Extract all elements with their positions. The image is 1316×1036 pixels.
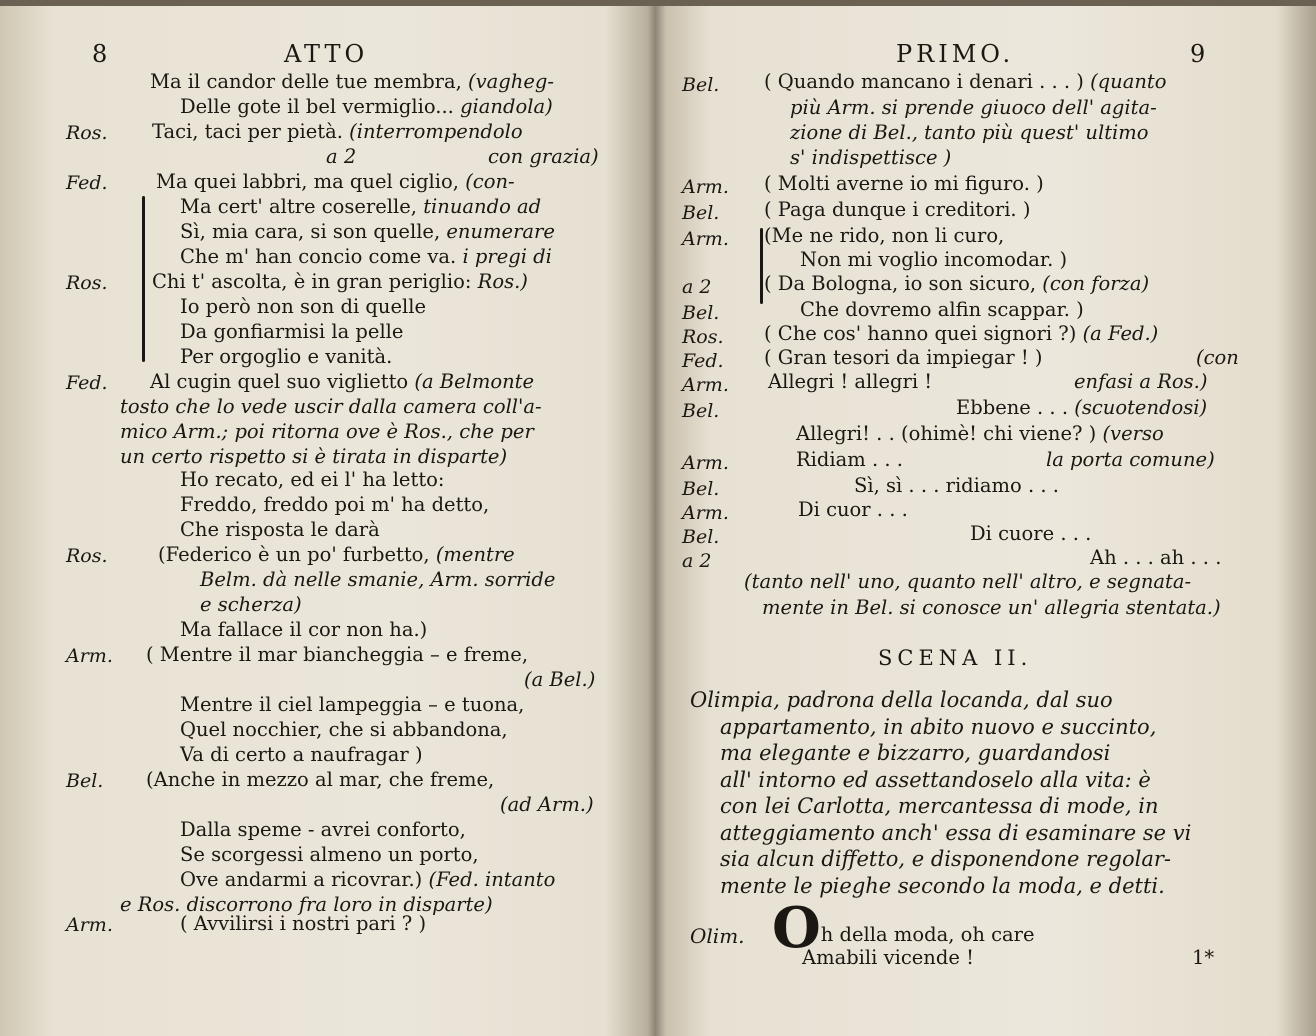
stage-direction: un certo rispetto si è tirata in disparte) <box>120 445 508 468</box>
stage-direction: (quanto <box>1090 70 1167 93</box>
verse-text: Che risposta le darà <box>180 518 380 541</box>
stage-direction: la porta comune) <box>1046 448 1215 471</box>
verse-line <box>1090 546 1221 570</box>
stage-direction: (con- <box>465 170 515 193</box>
verse-line <box>146 768 494 792</box>
stage-direction: Belm. dà nelle smanie, Arm. sorride <box>200 568 556 591</box>
speaker-label: Fed. <box>682 350 724 372</box>
verse-line <box>796 448 903 472</box>
speaker-label: Arm. <box>682 452 729 474</box>
verse-text: Di cuore . . . <box>970 522 1092 545</box>
verse-line <box>152 270 528 294</box>
speaker-label: Bel. <box>682 302 720 324</box>
stage-direction: (ad Arm.) <box>500 793 594 816</box>
verse-line <box>764 172 1044 196</box>
speaker-label: Arm. <box>66 914 113 936</box>
verse-text: Ma fallace il cor non ha.) <box>180 618 428 641</box>
stage-direction: tosto che lo vede uscir dalla camera coll'a- <box>120 395 542 418</box>
right-page <box>660 0 1316 1036</box>
speaker-label: Ros. <box>66 545 108 567</box>
verse-line <box>180 493 489 517</box>
page-number-left: 8 <box>92 40 108 68</box>
verse-line <box>180 245 552 269</box>
verse-text: Al cugin quel suo viglietto <box>150 370 415 393</box>
speaker-label: Arm. <box>66 645 113 667</box>
scena-desc-line: atteggiamento anch' essa di esaminare se vi <box>720 820 1192 845</box>
verse-line <box>956 396 1207 420</box>
verse-line <box>970 522 1091 546</box>
verse-text: Ridiam . . . <box>796 448 903 471</box>
verse-text: Allegri! . . (ohimè! chi viene? ) <box>796 422 1103 445</box>
stage-direction: mico Arm.; poi ritorna ove è Ros., che per <box>120 420 534 443</box>
stage-direction: e scherza) <box>200 593 302 616</box>
scena-desc-line: mente le pieghe secondo la moda, e detti. <box>720 873 1165 898</box>
speaker-label: Arm. <box>682 176 729 198</box>
speaker-label: Fed. <box>66 172 108 194</box>
stage-direction: e Ros. discorrono fra loro in disparte) <box>120 893 493 916</box>
speaker-label: Ros. <box>66 122 108 144</box>
scena-desc-line: con lei Carlotta, mercantessa di mode, in <box>720 794 1159 818</box>
stage-direction: (scuotendosi) <box>1074 396 1208 419</box>
verse-text: Che dovremo alfin scappar. ) <box>800 298 1084 321</box>
verse-text: Mentre il ciel lampeggia – e tuona, <box>180 693 525 716</box>
verse-text: Chi t' ascolta, è in gran periglio: <box>152 270 478 293</box>
verse-line <box>764 322 1158 346</box>
stage-direction: (Fed. intanto <box>428 868 556 891</box>
verse-text: Ma cert' altre coserelle, <box>180 195 424 218</box>
verse-line <box>180 468 444 492</box>
verse-line <box>180 912 426 936</box>
verse-text: Sì, sì . . . ridiamo . . . <box>854 474 1059 497</box>
speaker-label: Bel. <box>682 202 720 224</box>
scena-desc-line: sia alcun diffetto, e disponendone regolar- <box>720 847 1171 871</box>
verse-line <box>764 224 1004 248</box>
verse-line <box>180 818 466 842</box>
scena-desc-line: Olimpia, padrona della locanda, dal suo <box>690 688 1113 712</box>
speaker-label: Arm. <box>682 502 729 524</box>
left-page <box>0 0 650 1036</box>
speaker-label: Fed. <box>66 372 108 394</box>
brace-left <box>142 196 145 362</box>
verse-line <box>180 618 427 642</box>
speaker-label: Arm. <box>682 374 729 396</box>
verse-text: Di cuor . . . <box>798 498 908 521</box>
verse-text: ( Paga dunque i creditori. ) <box>764 198 1031 221</box>
verse-text: ( Mentre il mar biancheggia – e freme, <box>146 643 529 666</box>
stage-direction: (mentre <box>435 543 515 566</box>
verse-line <box>180 693 524 717</box>
scena-title: SCENA II. <box>878 646 1033 670</box>
speaker-label: Arm. <box>682 228 729 250</box>
stage-direction: (a Bel.) <box>524 668 596 691</box>
stage-direction: s' indispettisce ) <box>790 146 952 169</box>
verse-text: Delle gote il bel vermiglio... <box>180 95 461 118</box>
a2-marker: a 2 <box>326 145 357 168</box>
speaker-label: Bel. <box>66 770 104 792</box>
verse-line <box>764 70 1167 94</box>
verse-text: Ove andarmi a ricovrar.) <box>180 868 429 891</box>
verse-line <box>180 518 380 542</box>
verse-line <box>180 843 479 867</box>
verse-line <box>158 543 515 567</box>
verse-text: Per orgoglio e vanità. <box>180 345 393 368</box>
verse-line <box>764 346 1043 370</box>
brace-right <box>760 228 763 304</box>
speaker-label: Bel. <box>682 74 720 96</box>
verse-text: Ah . . . ah . . . <box>1090 546 1222 569</box>
stage-direction: (a Belmonte <box>414 370 535 393</box>
verse-text: (Anche in mezzo al mar, che freme, <box>146 768 495 791</box>
stage-direction: tinuando ad <box>423 195 542 218</box>
verse-line <box>798 498 908 522</box>
verse-text: Ma quei labbri, ma quel ciglio, <box>156 170 466 193</box>
verse-line <box>800 298 1084 322</box>
speaker-label: Ros. <box>682 326 724 348</box>
verse-text: ( Gran tesori da impiegar ! ) <box>764 346 1043 369</box>
drop-cap: O <box>772 895 821 961</box>
speaker-label: Bel. <box>682 400 720 422</box>
verse-text: Sì, mia cara, si son quelle, <box>180 220 447 243</box>
verse-line <box>146 643 528 667</box>
stage-direction: mente in Bel. si conosce un' allegria stentata.) <box>762 596 1221 619</box>
verse-text: Non mi voglio incomodar. ) <box>800 248 1068 271</box>
stage-direction: (verso <box>1102 422 1164 445</box>
verse-line <box>152 120 523 144</box>
verse-line <box>180 295 426 319</box>
stage-direction: con grazia) <box>488 145 599 168</box>
verse-line <box>764 272 1149 296</box>
verse-text: ( Molti averne io mi figuro. ) <box>764 172 1044 195</box>
verse-line <box>150 70 554 94</box>
verse-text: Quel nocchier, che si abbandona, <box>180 718 508 741</box>
stage-direction: zione di Bel., tanto più quest' ultimo <box>790 121 1149 144</box>
verse-line <box>150 370 534 394</box>
verse-text: ( Avvilirsi i nostri pari ? ) <box>180 912 427 935</box>
stage-direction: i pregi di <box>462 245 552 268</box>
stage-direction: (a Fed.) <box>1082 322 1159 345</box>
verse-text: Freddo, freddo poi m' ha detto, <box>180 493 490 516</box>
final-speaker: Olim. <box>690 924 745 948</box>
header-left: ATTO <box>284 40 369 68</box>
verse-line <box>180 743 423 767</box>
speaker-label: Ros. <box>66 272 108 294</box>
stage-direction: (con forza) <box>1042 272 1150 295</box>
speaker-label: Bel. <box>682 478 720 500</box>
verse-line <box>180 95 553 119</box>
verse-line <box>180 195 541 219</box>
scena-desc-line: ma elegante e bizzarro, guardandosi <box>720 741 1111 765</box>
stage-direction: (con <box>1196 346 1239 369</box>
stage-direction: enumerare <box>446 220 555 243</box>
verse-line <box>764 198 1030 222</box>
verse-text: Ho recato, ed ei l' ha letto: <box>180 468 445 491</box>
speaker-label: a 2 <box>682 276 712 298</box>
verse-line <box>800 248 1067 272</box>
verse-line <box>768 370 932 394</box>
scena-desc-line: all' intorno ed assettandoselo alla vita: è <box>720 767 1151 792</box>
stage-direction: enfasi a Ros.) <box>1074 370 1208 393</box>
verse-text: ( Che cos' hanno quei signori ?) <box>764 322 1083 345</box>
verse-text: (Federico è un po' furbetto, <box>158 543 436 566</box>
verse-text: Ebbene . . . <box>956 396 1075 419</box>
verse-line <box>180 718 508 742</box>
stage-direction: (tanto nell' uno, quanto nell' altro, e segnata- <box>744 570 1192 593</box>
stage-direction: più Arm. si prende giuoco dell' agita- <box>790 96 1157 119</box>
verse-line <box>854 474 1059 498</box>
verse-text: Che m' han concio come va. <box>180 245 463 268</box>
scena-desc-line: appartamento, in abito nuovo e succinto, <box>720 714 1157 739</box>
final-line-2: Amabili vicende ! <box>802 946 974 969</box>
verse-text: Va di certo a naufragar ) <box>180 743 423 766</box>
verse-text: Se scorgessi almeno un porto, <box>180 843 479 866</box>
verse-line <box>180 868 555 892</box>
header-right: PRIMO. <box>896 40 1015 68</box>
verse-line <box>156 170 515 194</box>
stage-direction: (vagheg- <box>468 70 554 93</box>
stage-direction: Ros.) <box>477 270 528 293</box>
speaker-label: a 2 <box>682 550 712 572</box>
speaker-label: Bel. <box>682 526 720 548</box>
verse-line <box>180 320 403 344</box>
verse-line <box>180 220 555 244</box>
verse-text: ( Quando mancano i denari . . . ) <box>764 70 1091 93</box>
stage-direction: (interrompendolo <box>349 120 523 143</box>
verse-text: Io però non son di quelle <box>180 295 426 318</box>
final-line-1-text: h della moda, oh care <box>820 923 1035 946</box>
verse-line <box>796 422 1164 446</box>
stage-direction: giandola) <box>460 95 553 118</box>
page-number-right: 9 <box>1190 40 1206 68</box>
verse-line <box>180 345 392 369</box>
verse-text: Taci, taci per pietà. <box>152 120 350 143</box>
signature-mark: 1* <box>1192 946 1215 969</box>
verse-text: Allegri ! allegri ! <box>768 370 933 393</box>
verse-text: (Me ne rido, non li curo, <box>764 224 1005 247</box>
verse-text: Ma il candor delle tue membra, <box>150 70 469 93</box>
verse-text: Da gonfiarmisi la pelle <box>180 320 404 343</box>
verse-text: Dalla speme - avrei conforto, <box>180 818 466 841</box>
verse-text: ( Da Bologna, io son sicuro, <box>764 272 1043 295</box>
